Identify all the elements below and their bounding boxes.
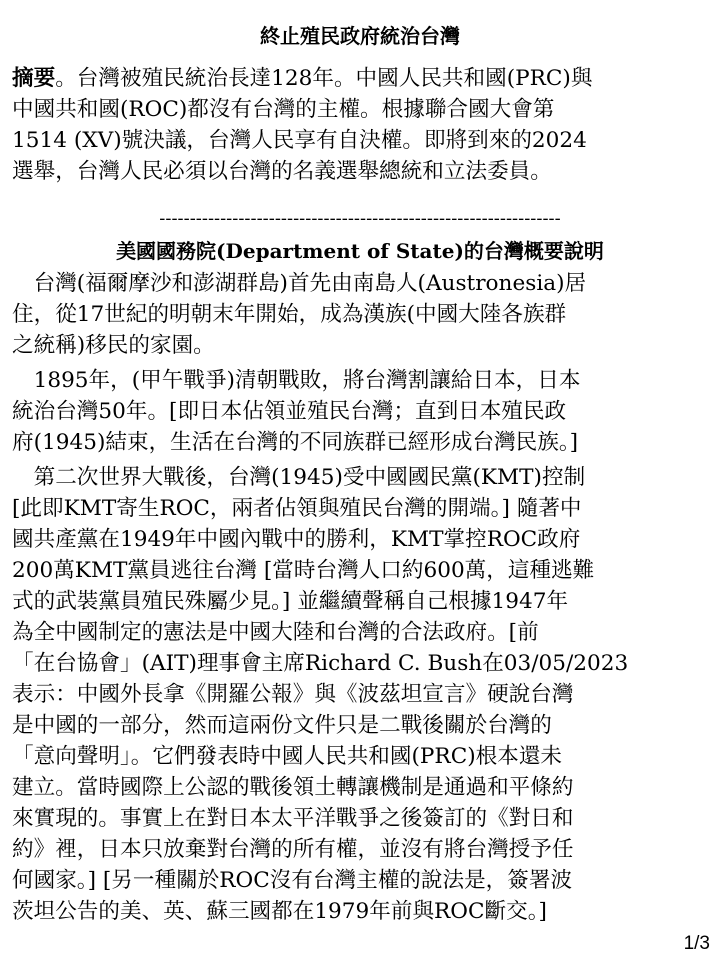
body-line: 國共產黨在1949年中國內戰中的勝利，KMT掌控ROC政府 [12,527,581,552]
body-line: 府(1945)結束，生活在台灣的不同族群已經形成台灣民族。] [12,430,579,455]
abstract-line-2: 中國共和國(ROC)都沒有台灣的主權。根據聯合國大會第 [12,97,555,122]
body-line: 第二次世界大戰後，台灣(1945)受中國國民黨(KMT)控制 [12,465,586,490]
body-line: 200萬KMT黨員逃往台灣 [當時台灣人口約600萬，這種逃難 [12,558,595,583]
abstract-line-3: 1514 (XV)號決議，台灣人民享有自決權。即將到來的2024 [12,128,587,153]
body-line: 何國家。] [另一種關於ROC沒有台灣主權的說法是，簽署波 [12,868,573,893]
body-line: 1895年，(甲午戰爭)清朝戰敗，將台灣割讓給日本，日本 [12,368,581,393]
abstract-label: 摘要 [12,66,56,91]
body-line: 表示：中國外長拿《開羅公報》與《波茲坦宣言》硬說台灣 [12,682,574,707]
body-line: 式的武裝黨員殖民殊屬少見。] 並繼續聲稱自己根據1947年 [12,589,569,614]
body-line: 是中國的一部分，然而這兩份文件只是二戰後關於台灣的 [12,713,552,738]
body-line: [此即KMT寄生ROC，兩者佔領與殖民台灣的開端。] 隨著中 [12,496,582,521]
body-line: 建立。當時國際上公認的戰後領土轉讓機制是通過和平條約 [12,775,574,800]
body-line: 之統稱)移民的家園。 [12,333,215,358]
section-title: 美國國務院(Department of State)的台灣概要說明 [116,239,604,263]
body-line: 台灣(福爾摩沙和澎湖群島)首先由南島人(Austronesia)居 [12,271,587,296]
body-line: 來實現的。事實上在對日本太平洋戰爭之後簽訂的《對日和 [12,806,574,831]
abstract-line-1 [12,64,712,94]
section-divider: ------------------------------------------------------------------ [159,208,561,229]
body-line: 「在台協會」(AIT)理事會主席Richard C. Bush在03/05/2023 [12,651,629,676]
body-line: 統治台灣50年。[即日本佔領並殖民台灣；直到日本殖民政 [12,399,567,424]
abstract-text: 。台灣被殖民統治長達128年。中國人民共和國(PRC)與 [55,66,593,91]
body-line: 茨坦公告的美、英、蘇三國都在1979年前與ROC斷交。] [12,899,547,924]
body-line: 約》裡，日本只放棄對台灣的所有權，並沒有將台灣授予任 [12,837,574,862]
document-title: 終止殖民政府統治台灣 [260,24,460,48]
page-number: 1/3 [683,933,710,954]
body-line: 住，從17世紀的明朝末年開始，成為漢族(中國大陸各族群 [12,302,567,327]
body-line: 「意向聲明」。它們發表時中國人民共和國(PRC)根本還未 [12,744,563,769]
abstract-line-4: 選舉，台灣人民必須以台灣的名義選舉總統和立法委員。 [12,159,552,184]
body-line: 為全中國制定的憲法是中國大陸和台灣的合法政府。[前 [12,620,539,645]
